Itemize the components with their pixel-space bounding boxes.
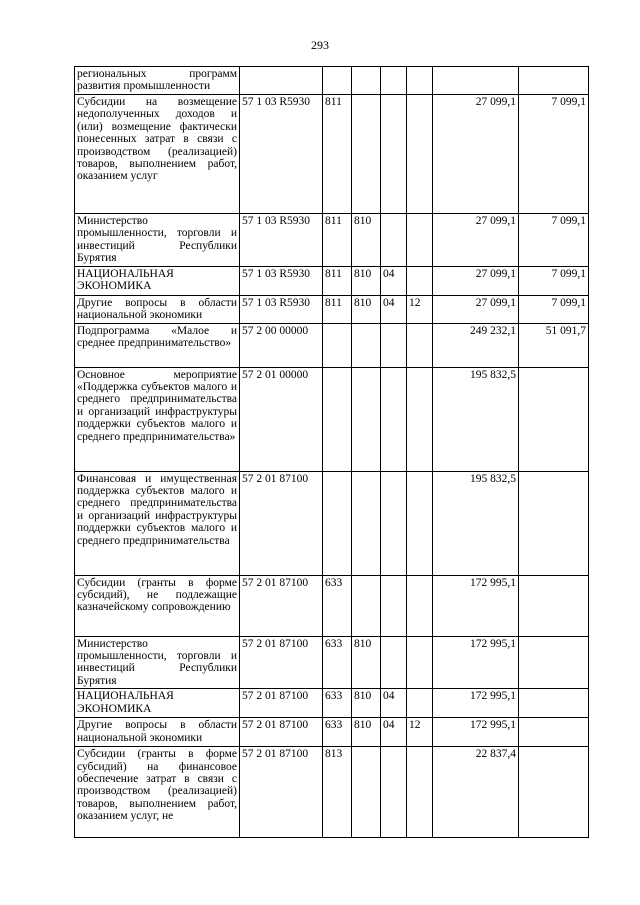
row-name: Другие вопросы в области национальной экономики xyxy=(75,718,240,747)
row-value2 xyxy=(519,367,589,471)
row-value1: 172 995,1 xyxy=(433,718,519,747)
row-value1: 172 995,1 xyxy=(433,636,519,689)
table-row xyxy=(75,323,589,367)
row-code: 57 1 03 R5930 xyxy=(240,95,323,214)
row-ministry: 810 xyxy=(352,295,381,323)
row-subsection xyxy=(407,323,433,367)
row-group: 633 xyxy=(323,575,352,636)
table-row xyxy=(75,575,589,636)
row-subsection xyxy=(407,636,433,689)
row-subsection xyxy=(407,214,433,267)
row-value1: 27 099,1 xyxy=(433,95,519,214)
row-value2: 7 099,1 xyxy=(519,95,589,214)
row-subsection xyxy=(407,575,433,636)
row-section: 04 xyxy=(381,689,407,718)
row-section xyxy=(381,67,407,95)
row-name: НАЦИОНАЛЬНАЯ ЭКОНОМИКА xyxy=(75,266,240,295)
row-code: 57 2 01 87100 xyxy=(240,718,323,747)
row-ministry xyxy=(352,323,381,367)
row-value2: 51 091,7 xyxy=(519,323,589,367)
budget-table xyxy=(74,66,589,838)
row-value2 xyxy=(519,636,589,689)
row-section xyxy=(381,323,407,367)
row-group: 811 xyxy=(323,295,352,323)
row-value2 xyxy=(519,747,589,838)
row-code: 57 2 01 87100 xyxy=(240,747,323,838)
row-code: 57 2 01 87100 xyxy=(240,636,323,689)
row-section: 04 xyxy=(381,266,407,295)
row-section xyxy=(381,367,407,471)
row-name: НАЦИОНАЛЬНАЯ ЭКОНОМИКА xyxy=(75,689,240,718)
row-name: Министерство промышленности, торговли и инвестиций Республики Бурятия xyxy=(75,214,240,267)
row-ministry: 810 xyxy=(352,214,381,267)
row-value2 xyxy=(519,575,589,636)
table-row xyxy=(75,689,589,718)
row-code: 57 1 03 R5930 xyxy=(240,295,323,323)
row-value1: 27 099,1 xyxy=(433,266,519,295)
row-code: 57 2 00 00000 xyxy=(240,323,323,367)
row-value1 xyxy=(433,67,519,95)
row-section: 04 xyxy=(381,718,407,747)
row-value1: 172 995,1 xyxy=(433,689,519,718)
row-name: Другие вопросы в области национальной экономики xyxy=(75,295,240,323)
row-value1: 27 099,1 xyxy=(433,214,519,267)
row-subsection xyxy=(407,95,433,214)
row-subsection xyxy=(407,67,433,95)
row-group: 633 xyxy=(323,718,352,747)
row-group xyxy=(323,67,352,95)
row-code: 57 1 03 R5930 xyxy=(240,214,323,267)
row-name: Финансовая и имущественная поддержка субъектов малого и среднего предпринимательства и организаций инфраструктуры поддержки субъектов малого и среднего предпринимательства xyxy=(75,471,240,575)
row-value2 xyxy=(519,689,589,718)
row-code: 57 2 01 00000 xyxy=(240,367,323,471)
table-row xyxy=(75,95,589,214)
row-subsection xyxy=(407,266,433,295)
table-row xyxy=(75,214,589,267)
row-group xyxy=(323,367,352,471)
row-value2 xyxy=(519,67,589,95)
row-subsection xyxy=(407,367,433,471)
row-section xyxy=(381,214,407,267)
row-group: 813 xyxy=(323,747,352,838)
table-row xyxy=(75,367,589,471)
row-group: 811 xyxy=(323,95,352,214)
row-name: региональных программ развития промышленности xyxy=(75,67,240,95)
row-ministry: 810 xyxy=(352,266,381,295)
row-ministry xyxy=(352,471,381,575)
row-ministry: 810 xyxy=(352,636,381,689)
row-section xyxy=(381,575,407,636)
row-section xyxy=(381,95,407,214)
row-group xyxy=(323,323,352,367)
row-value1: 195 832,5 xyxy=(433,471,519,575)
page-number: 293 xyxy=(311,38,329,52)
row-group: 633 xyxy=(323,689,352,718)
row-value2 xyxy=(519,718,589,747)
row-name: Субсидии (гранты в форме субсидий) на финансовое обеспечение затрат в связи с производством (реализацией) товаров, выполнением работ, оказанием услуг, не xyxy=(75,747,240,838)
row-value1: 195 832,5 xyxy=(433,367,519,471)
table-row xyxy=(75,718,589,747)
row-group: 811 xyxy=(323,266,352,295)
table-row xyxy=(75,636,589,689)
row-code: 57 2 01 87100 xyxy=(240,471,323,575)
row-ministry xyxy=(352,95,381,214)
table-row xyxy=(75,67,589,95)
row-section xyxy=(381,747,407,838)
row-code: 57 2 01 87100 xyxy=(240,575,323,636)
row-ministry xyxy=(352,747,381,838)
row-value2: 7 099,1 xyxy=(519,214,589,267)
row-ministry: 810 xyxy=(352,689,381,718)
row-value1: 22 837,4 xyxy=(433,747,519,838)
row-name: Субсидии (гранты в форме субсидий), не подлежащие казначейскому сопровождению xyxy=(75,575,240,636)
row-ministry xyxy=(352,367,381,471)
row-group xyxy=(323,471,352,575)
row-ministry xyxy=(352,67,381,95)
table-row xyxy=(75,266,589,295)
row-value2 xyxy=(519,471,589,575)
row-name: Основное мероприятие «Поддержка субъектов малого и среднего предпринимательства и организаций инфраструктуры поддержки субъектов малого и среднего предпринимательства» xyxy=(75,367,240,471)
row-code: 57 2 01 87100 xyxy=(240,689,323,718)
row-value2: 7 099,1 xyxy=(519,266,589,295)
table-row xyxy=(75,295,589,323)
row-subsection xyxy=(407,689,433,718)
row-name: Субсидии на возмещение недополученных доходов и (или) возмещение фактически понесенных затрат в связи с производством (реализацией) товаров, выполнением работ, оказанием услуг xyxy=(75,95,240,214)
table-row xyxy=(75,747,589,838)
row-name: Министерство промышленности, торговли и инвестиций Республики Бурятия xyxy=(75,636,240,689)
row-subsection xyxy=(407,747,433,838)
row-section xyxy=(381,636,407,689)
row-value1: 172 995,1 xyxy=(433,575,519,636)
row-group: 633 xyxy=(323,636,352,689)
row-code: 57 1 03 R5930 xyxy=(240,266,323,295)
row-value1: 27 099,1 xyxy=(433,295,519,323)
row-value2: 7 099,1 xyxy=(519,295,589,323)
row-subsection: 12 xyxy=(407,718,433,747)
row-code xyxy=(240,67,323,95)
row-subsection: 12 xyxy=(407,295,433,323)
row-group: 811 xyxy=(323,214,352,267)
row-name: Подпрограмма «Малое и среднее предпринимательство» xyxy=(75,323,240,367)
row-ministry xyxy=(352,575,381,636)
row-subsection xyxy=(407,471,433,575)
row-ministry: 810 xyxy=(352,718,381,747)
table-row xyxy=(75,471,589,575)
row-value1: 249 232,1 xyxy=(433,323,519,367)
row-section: 04 xyxy=(381,295,407,323)
row-section xyxy=(381,471,407,575)
